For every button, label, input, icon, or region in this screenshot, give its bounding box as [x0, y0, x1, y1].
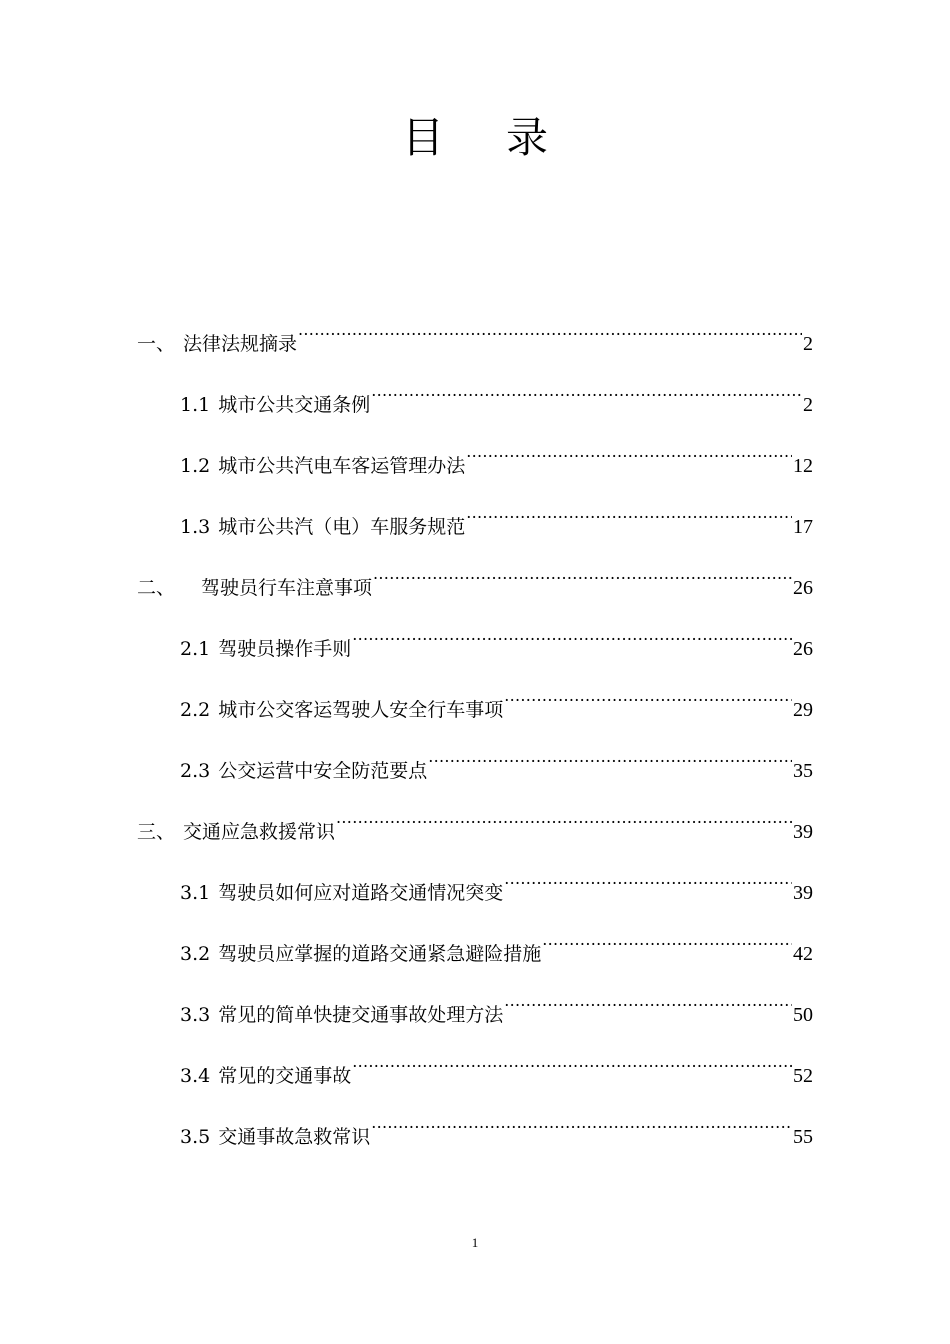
entry-number: 1.3: [180, 516, 211, 538]
entry-number: 一、: [137, 333, 176, 355]
entry-page-number: 26: [793, 577, 813, 599]
dot-leader: [352, 615, 792, 655]
toc-entry-3-3[interactable]: [180, 981, 813, 1026]
entry-page-number: 39: [793, 821, 813, 843]
entry-label: 交通事故急救常识: [218, 1126, 371, 1148]
toc-title-char-1: 目: [401, 113, 444, 162]
entry-number: 3.1: [180, 882, 211, 904]
entry-number: 3.4: [180, 1065, 211, 1087]
toc-entry-section-1[interactable]: [137, 310, 813, 355]
entry-number: 二、: [137, 577, 176, 599]
toc-title: [0, 108, 950, 168]
entry-page-number: 35: [793, 760, 813, 782]
entry-number: 3.2: [180, 943, 211, 965]
toc-entry-3-2[interactable]: [180, 920, 813, 965]
toc-entry-1-2[interactable]: [180, 432, 813, 477]
entry-label: 驾驶员操作手则: [218, 638, 352, 660]
toc-entry-3-5[interactable]: [180, 1103, 813, 1148]
entry-label: 常见的交通事故: [218, 1065, 352, 1087]
dot-leader: [466, 493, 792, 533]
entry-label: 法律法规摘录: [183, 333, 298, 355]
page-number: 1: [471, 1235, 479, 1250]
entry-label: 驾驶员应掌握的道路交通紧急避险措施: [218, 943, 542, 965]
toc-entry-section-3[interactable]: [137, 798, 813, 843]
entry-page-number: 2: [803, 394, 813, 416]
toc-entry-3-1[interactable]: [180, 859, 813, 904]
entry-page-number: 52: [793, 1065, 813, 1087]
dot-leader: [428, 737, 792, 777]
dot-leader: [371, 1103, 792, 1143]
entry-label: 交通应急救援常识: [183, 821, 336, 843]
dot-leader: [298, 310, 802, 350]
toc-entry-section-2[interactable]: [137, 554, 813, 599]
dot-leader: [371, 371, 802, 411]
entry-label: 城市公共汽电车客运管理办法: [218, 455, 466, 477]
dot-leader: [373, 554, 792, 594]
dot-leader: [466, 432, 792, 472]
dot-leader: [504, 981, 792, 1021]
entry-page-number: 55: [793, 1126, 813, 1148]
toc-entry-2-3[interactable]: [180, 737, 813, 782]
toc-title-char-2: 录: [506, 113, 549, 162]
entry-page-number: 50: [793, 1004, 813, 1026]
entry-label: 城市公共交通条例: [218, 394, 371, 416]
entry-number: 三、: [137, 821, 176, 843]
entry-number: 1.2: [180, 455, 211, 477]
entry-label: 常见的简单快捷交通事故处理方法: [218, 1004, 504, 1026]
entry-label: 城市公交客运驾驶人安全行车事项: [218, 699, 504, 721]
entry-number: 1.1: [180, 394, 211, 416]
entry-page-number: 39: [793, 882, 813, 904]
entry-number: 2.2: [180, 699, 211, 721]
toc-entry-2-2[interactable]: [180, 676, 813, 721]
entry-page-number: 42: [793, 943, 813, 965]
dot-leader: [352, 1042, 792, 1082]
entry-page-number: 26: [793, 638, 813, 660]
entry-page-number: 17: [793, 516, 813, 538]
entry-label: 公交运营中安全防范要点: [218, 760, 428, 782]
toc-entry-2-1[interactable]: [180, 615, 813, 660]
entry-page-number: 2: [803, 333, 813, 355]
toc-entry-3-4[interactable]: [180, 1042, 813, 1087]
entry-number: 2.3: [180, 760, 211, 782]
toc-entry-1-3[interactable]: [180, 493, 813, 538]
toc-entry-1-1[interactable]: [180, 371, 813, 416]
entry-number: 3.5: [180, 1126, 211, 1148]
entry-label: 驾驶员行车注意事项: [201, 577, 373, 599]
entry-label: 城市公共汽（电）车服务规范: [218, 516, 466, 538]
entry-page-number: 29: [793, 699, 813, 721]
dot-leader: [542, 920, 792, 960]
entry-page-number: 12: [793, 455, 813, 477]
entry-number: 2.1: [180, 638, 211, 660]
entry-label: 驾驶员如何应对道路交通情况突变: [218, 882, 504, 904]
dot-leader: [336, 798, 792, 838]
dot-leader: [504, 859, 792, 899]
dot-leader: [504, 676, 792, 716]
entry-number: 3.3: [180, 1004, 211, 1026]
